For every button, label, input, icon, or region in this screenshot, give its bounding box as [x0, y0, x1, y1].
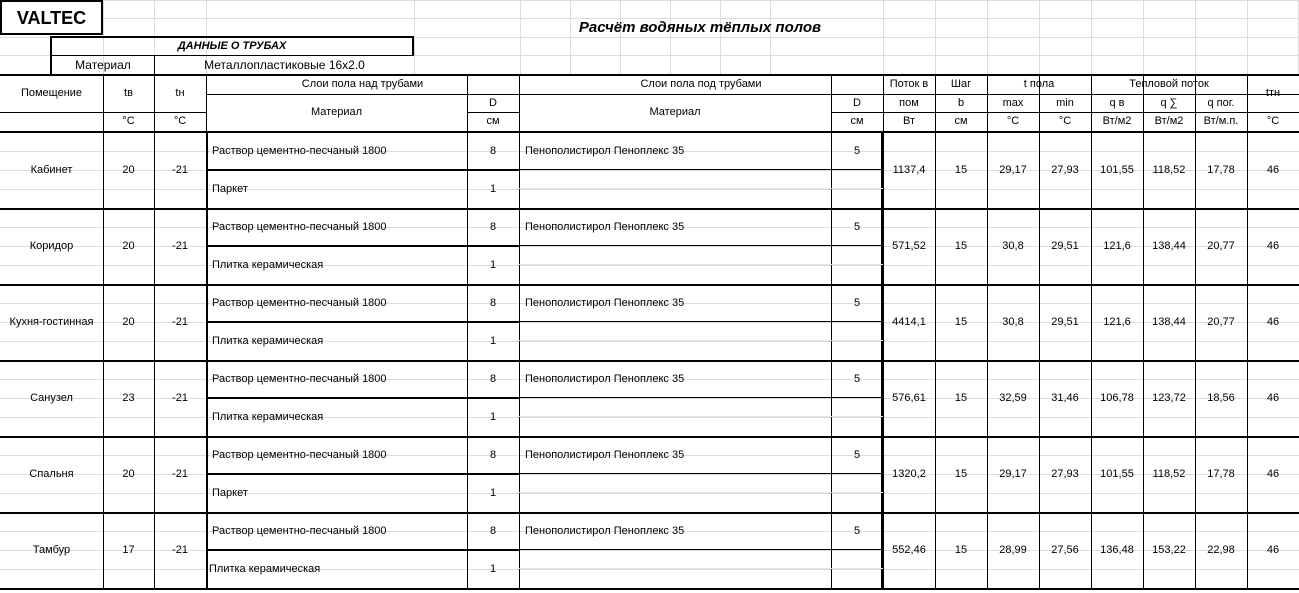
room-qpog: 17,78	[1207, 467, 1235, 480]
unit-qpog: Вт/м.п.	[1203, 115, 1239, 127]
room-floor-tmax: 28,99	[999, 543, 1027, 556]
layer-above-thickness: 1	[489, 486, 497, 499]
header-d-above: D	[489, 96, 497, 109]
room-pipe-step: 15	[954, 239, 968, 252]
gridline-v	[570, 0, 571, 74]
room-qsum: 118,52	[1152, 467, 1186, 480]
pipe-data-heading: ДАННЫЕ О ТРУБАХ	[177, 39, 287, 52]
header-min: min	[1056, 96, 1074, 109]
room-tn: -21	[172, 239, 188, 252]
header-tn: tн	[175, 86, 185, 99]
layer-above-material: Раствор цементно-песчаный 1800	[212, 220, 387, 233]
room-heat-flow: 576,61	[892, 391, 926, 404]
room-qsum: 153,22	[1152, 543, 1186, 556]
room-floor-tmax: 29,17	[999, 163, 1027, 176]
gridline-v	[414, 0, 415, 74]
header-qsum: q ∑	[1160, 96, 1178, 109]
layer-above-thickness: 8	[489, 220, 497, 233]
gridline-h	[0, 0, 1299, 1]
header-d-below: D	[853, 96, 861, 109]
gridline-v	[620, 0, 621, 74]
header-qpog: q пог.	[1207, 96, 1235, 109]
layer-below-thickness: 5	[853, 372, 861, 385]
unit-flow: Вт	[902, 115, 915, 127]
room-floor-tmin: 31,46	[1051, 391, 1079, 404]
room-qv: 101,55	[1100, 163, 1134, 176]
room-floor-tmin: 27,93	[1051, 163, 1079, 176]
layer-gridline	[519, 340, 883, 341]
header-flow-line2: пом	[899, 96, 919, 109]
layer-above-thickness: 1	[489, 334, 497, 347]
header-qv: q в	[1109, 96, 1125, 109]
room-name: Кухня-гостинная	[9, 315, 94, 328]
header-ttn: tтн	[1265, 86, 1281, 99]
gridline-v	[670, 0, 671, 74]
layer-above-material: Раствор цементно-песчаный 1800	[212, 448, 387, 461]
room-qv: 121,6	[1103, 315, 1131, 328]
unit-tv: °C	[122, 115, 135, 127]
layer-below-material: Пенополистирол Пеноплекс 35	[525, 372, 685, 385]
gridline-v	[720, 0, 721, 74]
layer-below-material: Пенополистирол Пеноплекс 35	[525, 220, 685, 233]
layer-above-material: Плитка керамическая	[212, 258, 324, 271]
brand-logo: VALTEC	[0, 0, 103, 35]
room-qsum: 138,44	[1152, 239, 1186, 252]
layer-below-material: Пенополистирол Пеноплекс 35	[525, 524, 685, 537]
layer-above-thickness: 8	[489, 372, 497, 385]
room-floor-tmax: 29,17	[999, 467, 1027, 480]
layer-above-thickness: 1	[489, 258, 497, 271]
layer-below-thickness: 5	[853, 220, 861, 233]
room-name: Санузел	[30, 391, 73, 404]
layer-above-material: Плитка керамическая	[209, 562, 321, 575]
room-qv: 106,78	[1100, 391, 1134, 404]
gridline-v	[1247, 0, 1248, 74]
room-tv: 20	[122, 163, 135, 176]
header-heat-flow: Тепловой поток	[1129, 77, 1209, 90]
room-tn: -21	[172, 315, 188, 328]
room-qpog: 18,56	[1207, 391, 1235, 404]
room-pipe-step: 15	[954, 543, 968, 556]
layer-below-thickness: 5	[853, 296, 861, 309]
layer-above-thickness: 8	[489, 448, 497, 461]
room-pipe-step: 15	[954, 163, 968, 176]
layer-below-material: Пенополистирол Пеноплекс 35	[525, 144, 685, 157]
header-step-symbol: b	[957, 96, 965, 109]
layer-above-material: Паркет	[212, 486, 248, 499]
room-pipe-step: 15	[954, 391, 968, 404]
layer-gridline	[519, 492, 883, 493]
unit-tn: °C	[173, 115, 187, 127]
room-qsum: 138,44	[1152, 315, 1186, 328]
room-name: Кабинет	[30, 163, 73, 176]
room-name: Спальня	[29, 467, 74, 480]
gridline-v	[883, 0, 884, 74]
room-ttn: 46	[1266, 163, 1280, 176]
header-max: max	[1002, 96, 1024, 109]
header-step: Шаг	[950, 77, 972, 90]
gridline-v	[1143, 0, 1144, 74]
gridline-v	[987, 0, 988, 74]
header-flow-line1: Поток в	[889, 77, 929, 90]
layer-above-thickness: 8	[489, 524, 497, 537]
layer-gridline	[519, 264, 883, 265]
layer-above-material: Паркет	[212, 182, 248, 195]
layer-above-thickness: 8	[489, 296, 497, 309]
row-bottom-border	[0, 588, 1299, 590]
gridline-v	[520, 0, 521, 74]
room-tv: 20	[122, 239, 135, 252]
room-heat-flow: 4414,1	[892, 315, 926, 328]
room-heat-flow: 1137,4	[892, 163, 926, 176]
room-tn: -21	[172, 543, 188, 556]
room-heat-flow: 571,52	[892, 239, 926, 252]
layer-above-material: Раствор цементно-песчаный 1800	[212, 372, 387, 385]
layer-below-material: Пенополистирол Пеноплекс 35	[525, 296, 685, 309]
room-tn: -21	[172, 391, 188, 404]
gridline-v	[1091, 0, 1092, 74]
room-pipe-step: 15	[954, 467, 968, 480]
unit-step: см	[954, 115, 968, 127]
layer-below-material: Пенополистирол Пеноплекс 35	[525, 448, 685, 461]
layer-above-thickness: 8	[489, 144, 497, 157]
room-ttn: 46	[1266, 391, 1280, 404]
unit-d-below: см	[850, 115, 864, 127]
room-qv: 101,55	[1100, 467, 1134, 480]
layer-above-thickness: 1	[489, 562, 497, 575]
room-tv: 23	[122, 391, 135, 404]
layer-above-material: Раствор цементно-песчаный 1800	[212, 144, 387, 157]
room-floor-tmax: 30,8	[1002, 315, 1024, 328]
room-qpog: 20,77	[1207, 315, 1235, 328]
header-material-above: Материал	[311, 106, 362, 118]
header-floor-temp: t пола	[1023, 77, 1055, 90]
unit-min: °C	[1058, 115, 1072, 127]
gridline-v	[935, 0, 936, 74]
room-ttn: 46	[1266, 543, 1280, 556]
room-ttn: 46	[1266, 239, 1280, 252]
room-floor-tmax: 32,59	[999, 391, 1027, 404]
room-ttn: 46	[1266, 467, 1280, 480]
layer-below-thickness: 5	[853, 524, 861, 537]
room-name: Тамбур	[32, 543, 71, 556]
pipe-material-label: Материал	[75, 58, 131, 72]
room-floor-tmin: 29,51	[1051, 239, 1079, 252]
room-heat-flow: 552,46	[892, 543, 926, 556]
layer-below-thickness: 5	[853, 144, 861, 157]
room-qpog: 20,77	[1207, 239, 1235, 252]
pipe-block-border	[412, 36, 414, 56]
room-floor-tmin: 29,51	[1051, 315, 1079, 328]
header-tv: tв	[124, 86, 133, 99]
layer-above-thickness: 1	[489, 410, 497, 423]
layer-below-thickness: 5	[853, 448, 861, 461]
room-tv: 20	[122, 467, 135, 480]
unit-d-above: см	[486, 115, 500, 127]
header-material-below: Материал	[649, 106, 701, 118]
unit-qsum: Вт/м2	[1154, 115, 1184, 127]
layer-gridline	[519, 416, 883, 417]
layer-above-material: Плитка керамическая	[212, 410, 324, 423]
room-pipe-step: 15	[954, 315, 968, 328]
unit-ttn: °C	[1266, 115, 1280, 127]
layer-above-thickness: 1	[489, 182, 497, 195]
header-layers-below: Слои пола под трубами	[640, 77, 762, 90]
room-qpog: 17,78	[1207, 163, 1235, 176]
layer-gridline	[519, 188, 883, 189]
room-tv: 17	[122, 543, 135, 556]
room-qv: 121,6	[1103, 239, 1131, 252]
layer-above-material: Плитка керамическая	[212, 334, 324, 347]
room-ttn: 46	[1266, 315, 1280, 328]
unit-qv: Вт/м2	[1102, 115, 1132, 127]
header-room: Помещение	[20, 86, 83, 99]
layer-gridline	[519, 568, 883, 569]
header-layers-above: Слои пола над трубами	[301, 77, 424, 90]
room-floor-tmax: 30,8	[1002, 239, 1024, 252]
room-tn: -21	[172, 467, 188, 480]
gridline-v	[770, 0, 771, 74]
pipe-material-value: Металлопластиковые 16х2.0	[204, 58, 365, 72]
room-tn: -21	[172, 163, 188, 176]
room-qpog: 22,98	[1207, 543, 1235, 556]
room-qsum: 123,72	[1152, 391, 1186, 404]
unit-max: °C	[1006, 115, 1020, 127]
room-qsum: 118,52	[1152, 163, 1186, 176]
room-floor-tmin: 27,56	[1051, 543, 1079, 556]
gridline-v	[1195, 0, 1196, 74]
sheet-title: Расчёт водяных тёплых полов	[578, 19, 822, 36]
layer-above-material: Раствор цементно-песчаный 1800	[212, 524, 387, 537]
room-floor-tmin: 27,93	[1051, 467, 1079, 480]
room-qv: 136,48	[1100, 543, 1134, 556]
room-tv: 20	[122, 315, 135, 328]
layer-above-material: Раствор цементно-песчаный 1800	[212, 296, 387, 309]
room-name: Коридор	[29, 239, 74, 252]
room-heat-flow: 1320,2	[892, 467, 926, 480]
gridline-v	[1039, 0, 1040, 74]
